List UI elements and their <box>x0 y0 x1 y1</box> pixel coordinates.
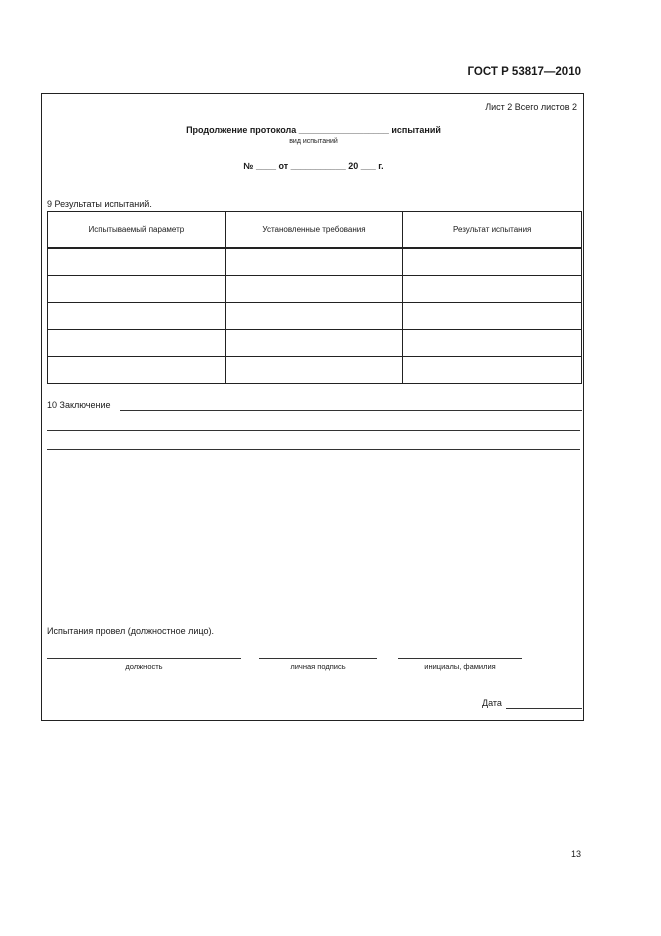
signature-caption: личная подпись <box>290 662 346 671</box>
page-number: 13 <box>570 849 581 859</box>
table-row <box>48 276 582 303</box>
table-cell[interactable] <box>225 303 403 330</box>
results-table <box>47 211 582 384</box>
position-line[interactable] <box>47 658 241 659</box>
standard-header: ГОСТ Р 53817—2010 <box>467 66 581 78</box>
conclusion-line[interactable] <box>47 430 580 431</box>
table-cell[interactable] <box>225 357 403 384</box>
name-caption: инициалы, фамилия <box>424 662 496 671</box>
table-cell[interactable] <box>48 303 226 330</box>
name-line[interactable] <box>398 658 522 659</box>
column-header: Установленные требования <box>225 212 403 249</box>
conclusion-label: 10 Заключение <box>47 400 111 410</box>
position-caption: должность <box>125 662 163 671</box>
protocol-number-line: № ____ от ___________ 20 ___ г. <box>243 161 384 171</box>
conclusion-line[interactable] <box>47 449 580 450</box>
table-cell[interactable] <box>48 330 226 357</box>
protocol-title: Продолжение протокола __________________ испытаний <box>186 125 441 135</box>
table-cell[interactable] <box>403 303 582 330</box>
title-caption: вид испытаний <box>289 138 338 145</box>
conclusion-line[interactable] <box>120 410 582 411</box>
table-cell[interactable] <box>48 248 226 276</box>
date-label: Дата <box>482 698 502 708</box>
table-cell[interactable] <box>403 330 582 357</box>
signature-line[interactable] <box>259 658 377 659</box>
table-cell[interactable] <box>48 276 226 303</box>
table-row <box>48 303 582 330</box>
results-heading: 9 Результаты испытаний. <box>47 199 152 209</box>
tested-by-label: Испытания провел (должностное лицо). <box>47 626 214 636</box>
test-protocol-form <box>41 93 584 721</box>
table-cell[interactable] <box>403 357 582 384</box>
table-cell[interactable] <box>403 248 582 276</box>
table-row <box>48 330 582 357</box>
table-row <box>48 248 582 276</box>
table-header-row <box>48 212 582 249</box>
table-cell[interactable] <box>225 248 403 276</box>
column-header: Испытываемый параметр <box>48 212 226 249</box>
table-cell[interactable] <box>48 357 226 384</box>
table-row <box>48 357 582 384</box>
column-header: Результат испытания <box>403 212 582 249</box>
table-cell[interactable] <box>403 276 582 303</box>
table-cell[interactable] <box>225 276 403 303</box>
date-line[interactable] <box>506 708 582 709</box>
sheet-info: Лист 2 Всего листов 2 <box>485 102 577 112</box>
table-cell[interactable] <box>225 330 403 357</box>
